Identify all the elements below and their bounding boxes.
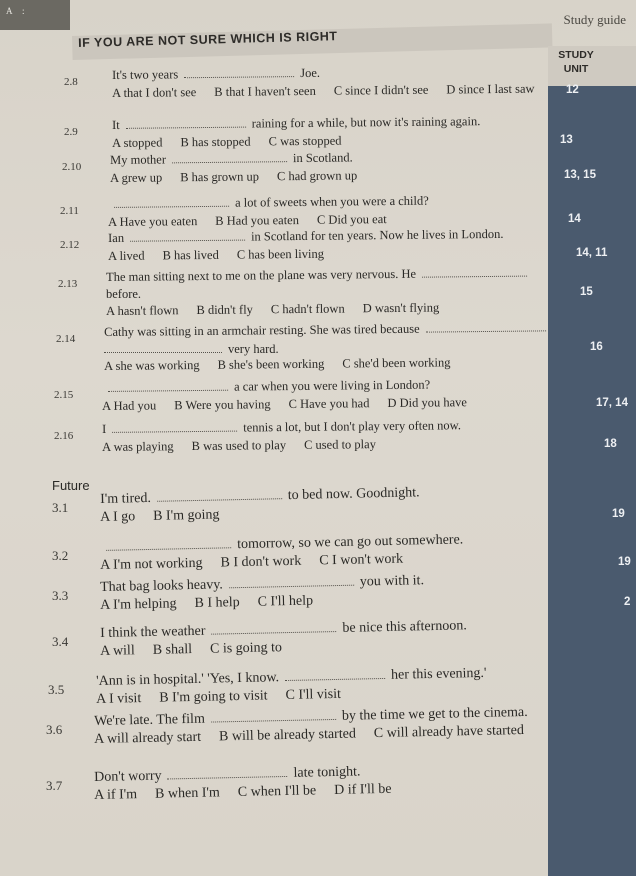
answer-blank[interactable] — [422, 266, 527, 278]
answer-option[interactable]: A if I'm — [94, 787, 138, 803]
answer-option[interactable]: A stopped — [112, 135, 163, 150]
question-stem-start: It's two years — [112, 67, 179, 82]
question-stem-end: you with it. — [359, 573, 425, 590]
answer-blank[interactable] — [108, 380, 228, 392]
question-number: 3.3 — [52, 588, 69, 603]
study-unit-ref: 12 — [566, 84, 579, 96]
answer-options — [100, 593, 331, 614]
answer-option[interactable]: A Have you eaten — [108, 214, 198, 229]
answer-option[interactable]: A will — [100, 643, 135, 659]
answer-option[interactable]: B was used to play — [191, 438, 287, 454]
question-stem-start: It — [112, 117, 120, 132]
answer-blank[interactable] — [167, 766, 287, 780]
answer-blank[interactable] — [126, 117, 246, 129]
top-corner-strip — [0, 0, 70, 30]
corner-mark-colon: : — [22, 6, 25, 16]
answer-option[interactable]: B will be already started — [218, 726, 357, 745]
corner-mark-a: A — [6, 6, 13, 16]
question-stem-start: My mother — [110, 152, 167, 167]
question-number: 2.11 — [60, 205, 79, 217]
answer-blank[interactable] — [426, 320, 546, 332]
answer-option[interactable]: B has stopped — [180, 134, 251, 150]
question-stem — [100, 485, 420, 508]
answer-option[interactable]: B has grown up — [180, 169, 260, 185]
question-stem — [106, 266, 533, 285]
answer-options — [108, 212, 405, 230]
answer-option[interactable]: C used to play — [303, 437, 376, 452]
answer-blank[interactable] — [184, 66, 294, 78]
question-number: 3.2 — [52, 548, 69, 563]
answer-option[interactable]: B she's been working — [217, 356, 325, 372]
answer-option[interactable]: B Were you having — [174, 397, 271, 413]
question-stem-continued — [104, 342, 279, 357]
answer-options — [112, 133, 360, 151]
question-stem — [108, 227, 503, 246]
question-stem-end: raining for a while, but now it's raining again. — [251, 114, 481, 131]
study-unit-ref: 13 — [560, 134, 573, 146]
question-number: 2.15 — [54, 389, 74, 401]
answer-option[interactable]: A lived — [108, 248, 145, 263]
study-unit-header: STUDY UNIT — [558, 49, 594, 75]
answer-option[interactable]: C I'll visit — [285, 686, 342, 704]
question-stem-line2: very hard. — [228, 342, 279, 356]
question-stem-start: Ian — [108, 230, 125, 245]
answer-option[interactable]: C is going to — [209, 640, 283, 657]
question-stem-end: a lot of sweets when you were a child? — [234, 193, 429, 210]
answer-option[interactable]: D if I'll be — [334, 781, 392, 798]
answer-blank[interactable] — [104, 342, 222, 353]
question-stem — [96, 666, 487, 690]
answer-option[interactable]: A that I don't see — [112, 85, 197, 100]
study-unit-ref: 17, 14 — [596, 397, 628, 409]
answer-options — [104, 355, 469, 374]
answer-option[interactable]: C hadn't flown — [270, 301, 345, 317]
answer-blank[interactable] — [157, 488, 282, 502]
question-stem-start: I'm tired. — [100, 490, 152, 507]
answer-option[interactable]: B that I haven't seen — [214, 83, 316, 99]
question-stem-start: I think the weather — [100, 623, 206, 641]
question-stem-end: by the time we get to the cinema. — [341, 704, 528, 724]
answer-option[interactable]: C since I didn't see — [333, 82, 429, 98]
question-number: 2.9 — [64, 126, 78, 138]
question-number: 2.16 — [54, 430, 74, 442]
answer-option[interactable]: A I visit — [96, 691, 142, 707]
answer-option[interactable]: C when I'll be — [237, 783, 317, 800]
answer-option[interactable]: A I go — [100, 509, 136, 525]
answer-option[interactable]: B I'm going to visit — [159, 688, 268, 706]
question-stem-end: Joe. — [300, 65, 321, 81]
answer-option[interactable]: D since I last saw — [446, 81, 535, 97]
answer-option[interactable]: A hasn't flown — [106, 303, 179, 318]
study-unit-ref: 14, 11 — [576, 247, 608, 259]
answer-option[interactable]: B when I'm — [154, 785, 221, 802]
question-stem-start: That bag looks heavy. — [100, 577, 224, 595]
question-stem — [108, 194, 429, 212]
answer-options — [100, 507, 238, 526]
question-stem-end: her this evening.' — [390, 665, 487, 683]
answer-option[interactable]: A she was working — [104, 358, 200, 373]
future-section-heading: Future — [52, 478, 90, 493]
question-stem-end: be nice this afternoon. — [342, 618, 467, 636]
answer-option[interactable]: B I don't work — [220, 553, 302, 571]
answer-options — [112, 81, 553, 101]
answer-option[interactable]: C Did you eat — [316, 212, 387, 227]
question-stem-start: I — [102, 421, 107, 436]
study-unit-ref: 2 — [624, 596, 631, 608]
question-stem-end: to bed now. Goodnight. — [287, 485, 420, 504]
answer-option[interactable]: A was playing — [102, 439, 174, 454]
answer-options — [100, 640, 300, 660]
answer-option[interactable]: B I'm going — [152, 507, 220, 524]
answer-blank[interactable] — [172, 151, 287, 163]
question-stem-end: in Scotland for ten years. Now he lives in London. — [250, 226, 504, 244]
question-stem-end: tomorrow, so we can go out somewhere. — [236, 532, 464, 553]
question-number: 3.4 — [52, 634, 69, 649]
question-stem-start: The man sitting next to me on the plane was very nervous. He — [106, 266, 417, 284]
question-stem-end: tennis a lot, but I don't play very often now. — [243, 418, 462, 435]
answer-blank[interactable] — [112, 421, 237, 433]
question-number: 3.7 — [46, 778, 63, 793]
answer-options — [106, 300, 457, 319]
answer-blank[interactable] — [106, 537, 231, 551]
answer-option[interactable]: A I'm helping — [100, 596, 177, 613]
question-stem-continued — [106, 287, 141, 302]
question-stem — [102, 418, 461, 437]
answer-options — [108, 247, 342, 264]
answer-option[interactable]: C will already have started — [373, 722, 525, 742]
question-stem-end: a car when you were living in London? — [233, 377, 431, 394]
answer-option[interactable]: C was stopped — [268, 133, 342, 149]
question-number: 2.10 — [62, 161, 82, 173]
study-unit-ref: 15 — [580, 286, 593, 298]
study-unit-ref: 18 — [604, 438, 617, 450]
answer-option[interactable]: C I'll help — [257, 593, 314, 610]
question-stem — [110, 150, 353, 168]
answer-option[interactable]: B didn't fly — [196, 302, 253, 318]
unit-column — [548, 60, 636, 876]
answer-option[interactable]: C Have you had — [288, 396, 370, 412]
answer-option[interactable]: A I'm not working — [100, 555, 203, 573]
question-stem-start: Cathy was sitting in an armchair resting. She was tired because — [104, 321, 420, 339]
answer-options — [110, 168, 375, 186]
question-number: 2.13 — [58, 278, 78, 290]
question-number: 2.12 — [60, 239, 80, 251]
question-number: 3.6 — [46, 722, 63, 737]
answer-option[interactable]: B shall — [152, 642, 193, 658]
answer-option[interactable]: C had grown up — [276, 168, 358, 184]
answer-blank[interactable] — [229, 575, 354, 589]
answer-blank[interactable] — [211, 621, 336, 635]
page-heading: Study guide — [563, 12, 626, 27]
question-number: 3.1 — [52, 500, 69, 515]
question-number: 3.5 — [48, 682, 65, 697]
question-stem-start: We're late. The film — [94, 711, 206, 729]
answer-blank[interactable] — [285, 668, 385, 681]
answer-option[interactable]: C she'd been working — [342, 355, 451, 371]
question-number: 2.14 — [56, 333, 76, 345]
answer-option[interactable]: B I help — [194, 595, 240, 612]
answer-option[interactable]: A will already start — [94, 729, 202, 747]
study-unit-ref: 19 — [612, 508, 625, 520]
answer-options — [102, 437, 394, 455]
answer-option[interactable]: D Did you have — [387, 395, 468, 411]
question-stem — [112, 66, 320, 83]
question-number: 2.8 — [64, 76, 78, 88]
section-banner-title: IF YOU ARE NOT SURE WHICH IS RIGHT — [78, 29, 338, 50]
answer-option[interactable]: A grew up — [110, 170, 163, 185]
question-stem — [112, 114, 480, 133]
answer-blank[interactable] — [211, 709, 336, 723]
answer-option[interactable]: A Had you — [102, 398, 157, 413]
study-unit-ref: 16 — [590, 341, 603, 353]
question-stem-end: in Scotland. — [292, 150, 353, 166]
answer-options — [102, 395, 485, 414]
question-stem-start: 'Ann is in hospital.' 'Yes, I know. — [96, 670, 280, 689]
answer-blank[interactable] — [130, 230, 245, 242]
answer-option[interactable]: B Had you eaten — [215, 213, 299, 228]
question-stem — [104, 320, 552, 340]
study-unit-ref: 14 — [568, 213, 581, 225]
question-stem-end: late tonight. — [293, 764, 361, 781]
answer-option[interactable]: C I won't work — [319, 551, 404, 569]
question-stem-start: Don't worry — [94, 768, 162, 785]
answer-options — [96, 686, 359, 708]
question-stem — [100, 573, 424, 596]
question-stem — [102, 378, 430, 396]
answer-option[interactable]: B has lived — [162, 247, 219, 263]
question-stem — [100, 618, 467, 642]
answer-option[interactable]: D wasn't flying — [362, 300, 440, 316]
study-unit-ref: 19 — [618, 556, 631, 568]
answer-option[interactable]: C has been living — [236, 246, 324, 262]
question-stem-line2: before. — [106, 287, 142, 301]
answer-blank[interactable] — [114, 196, 229, 208]
study-unit-ref: 13, 15 — [564, 169, 596, 181]
